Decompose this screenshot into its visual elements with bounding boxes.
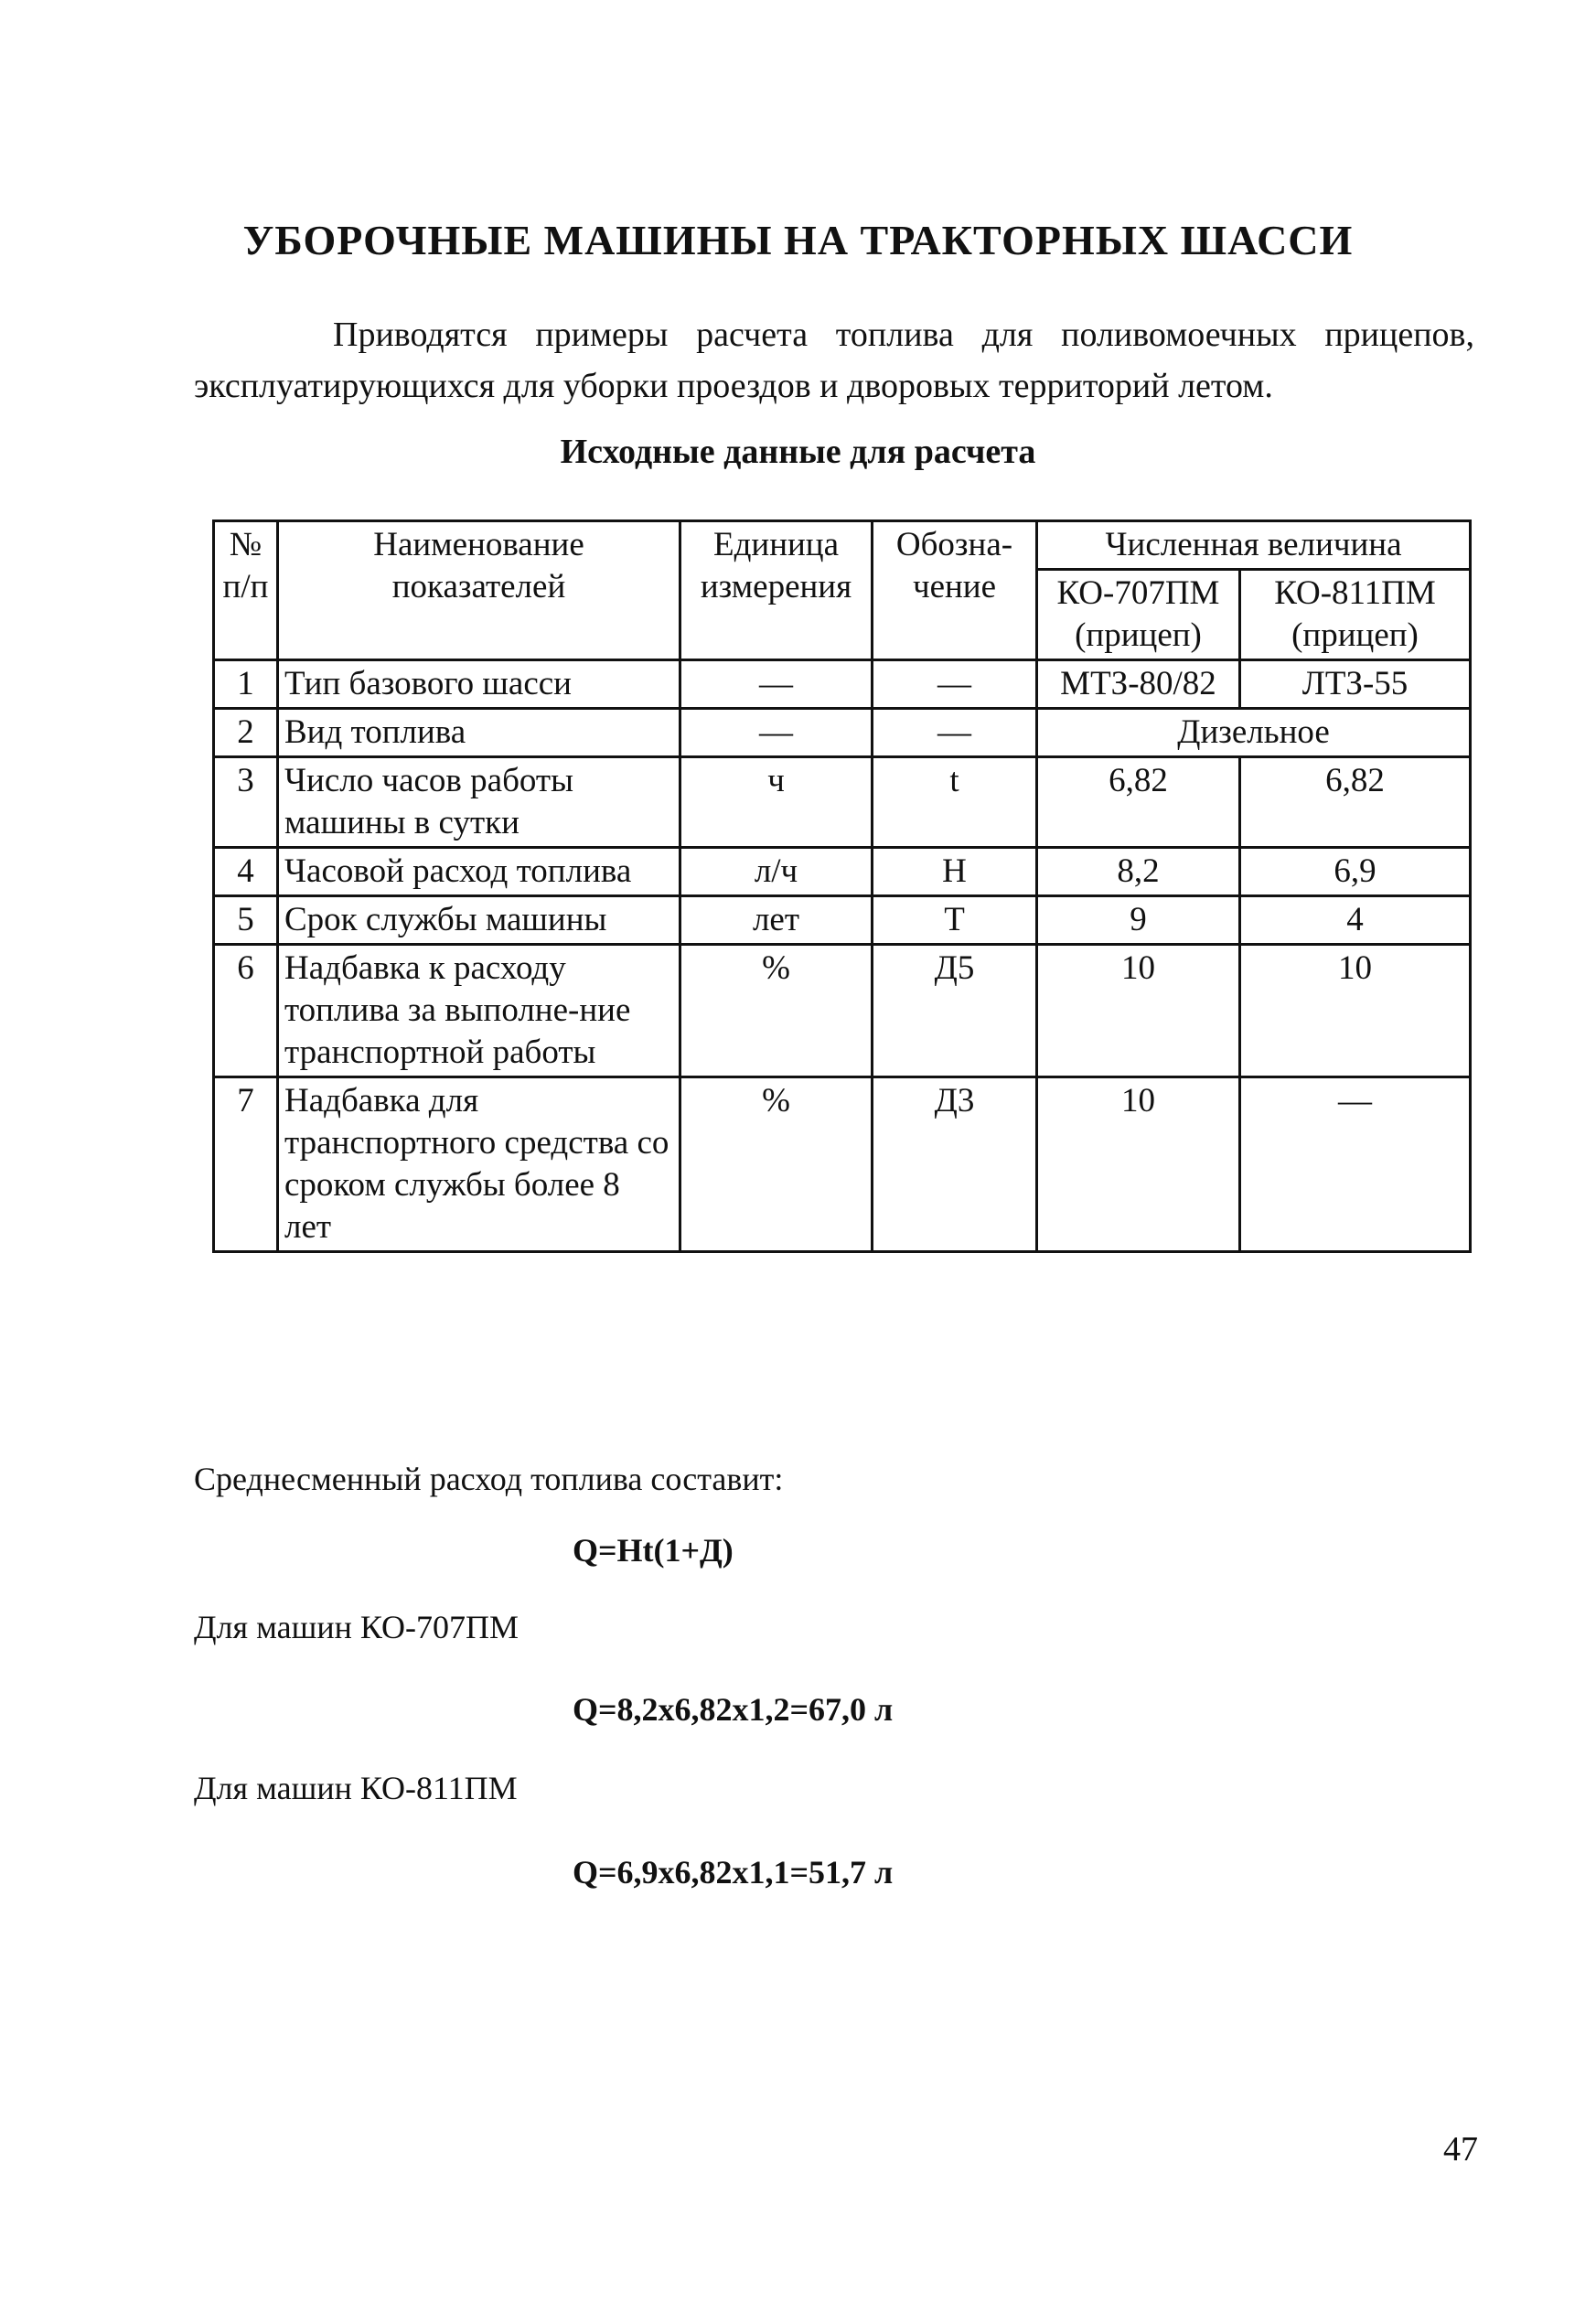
table-row (214, 848, 1471, 896)
row-name: Часовой расход топлива (278, 848, 680, 896)
label-ko-707pm: Для машин КО-707ПМ (194, 1609, 519, 1645)
row-symbol: Д5 (873, 945, 1037, 1077)
source-data-table (212, 520, 1472, 1253)
row-symbol: t (873, 757, 1037, 848)
header-symbol: Обозна-чение (873, 521, 1037, 660)
table-row (214, 660, 1471, 709)
row-symbol: — (873, 660, 1037, 709)
row-value-merged: Дизельное (1037, 709, 1471, 757)
row-value-a: 10 (1037, 1077, 1240, 1252)
row-unit: % (680, 945, 873, 1077)
table-row (214, 1077, 1471, 1252)
label-ko-811pm: Для машин КО-811ПМ (194, 1770, 518, 1806)
header-col-b (1240, 570, 1471, 660)
row-num: 5 (214, 896, 278, 945)
table-row (214, 757, 1471, 848)
formula-ko-811pm: Q=6,9x6,82x1,1=51,7 л (573, 1854, 894, 1891)
formula-ko-707pm: Q=8,2x6,82x1,2=67,0 л (573, 1691, 894, 1728)
intro-paragraph: Приводятся примеры расчета топлива для поливомоечных прицепов, эксплуатирующихся для уборки проездов и дворовых территорий летом. (194, 316, 1474, 405)
row-name: Тип базового шасси (278, 660, 680, 709)
row-num: 3 (214, 757, 278, 848)
row-name: Число часов работы машины в сутки (278, 757, 680, 848)
row-value-a: 6,82 (1037, 757, 1240, 848)
row-num: 6 (214, 945, 278, 1077)
page-title: УБОРОЧНЫЕ МАШИНЫ НА ТРАКТОРНЫХ ШАССИ (242, 217, 1354, 263)
row-unit: — (680, 709, 873, 757)
row-value-b: — (1240, 1077, 1471, 1252)
row-value-b: 10 (1240, 945, 1471, 1077)
row-value-b: 4 (1240, 896, 1471, 945)
header-unit: Единица измерения (680, 521, 873, 660)
row-value-b: ЛТЗ-55 (1240, 660, 1471, 709)
row-num: 4 (214, 848, 278, 896)
row-name: Срок службы машины (278, 896, 680, 945)
row-unit: — (680, 660, 873, 709)
formula-general: Q=Ht(1+Д) (573, 1532, 734, 1569)
row-num: 2 (214, 709, 278, 757)
header-col-a (1037, 570, 1240, 660)
row-unit: лет (680, 896, 873, 945)
row-symbol: — (873, 709, 1037, 757)
row-symbol: Д3 (873, 1077, 1037, 1252)
table-title: Исходные данные для расчета (560, 433, 1036, 471)
row-name: Надбавка к расходу топлива за выполне-ние транспортной работы (278, 945, 680, 1077)
row-symbol: Т (873, 896, 1037, 945)
table-header-row (214, 521, 1471, 570)
row-name: Вид топлива (278, 709, 680, 757)
header-col-b-note: (прицеп) (1291, 616, 1419, 654)
header-name: Наименование показателей (278, 521, 680, 660)
header-num: № п/п (214, 521, 278, 660)
row-value-b: 6,9 (1240, 848, 1471, 896)
row-value-a: 10 (1037, 945, 1240, 1077)
row-value-a: 9 (1037, 896, 1240, 945)
table-row (214, 709, 1471, 757)
header-col-a-model: КО-707ПМ (1056, 574, 1220, 612)
row-unit: л/ч (680, 848, 873, 896)
row-num: 1 (214, 660, 278, 709)
header-value: Численная величина (1037, 521, 1471, 570)
table-row (214, 896, 1471, 945)
row-num: 7 (214, 1077, 278, 1252)
header-col-b-model: КО-811ПМ (1274, 574, 1436, 612)
row-name: Надбавка для транспортного средства со сроком службы более 8 лет (278, 1077, 680, 1252)
page-number: 47 (1443, 2130, 1478, 2169)
table-row (214, 945, 1471, 1077)
row-value-a: 8,2 (1037, 848, 1240, 896)
header-col-a-note: (прицеп) (1075, 616, 1202, 654)
row-value-a: МТЗ-80/82 (1037, 660, 1240, 709)
row-unit: % (680, 1077, 873, 1252)
row-symbol: Н (873, 848, 1037, 896)
average-consumption-text: Среднесменный расход топлива составит: (194, 1461, 784, 1497)
row-unit: ч (680, 757, 873, 848)
row-value-b: 6,82 (1240, 757, 1471, 848)
